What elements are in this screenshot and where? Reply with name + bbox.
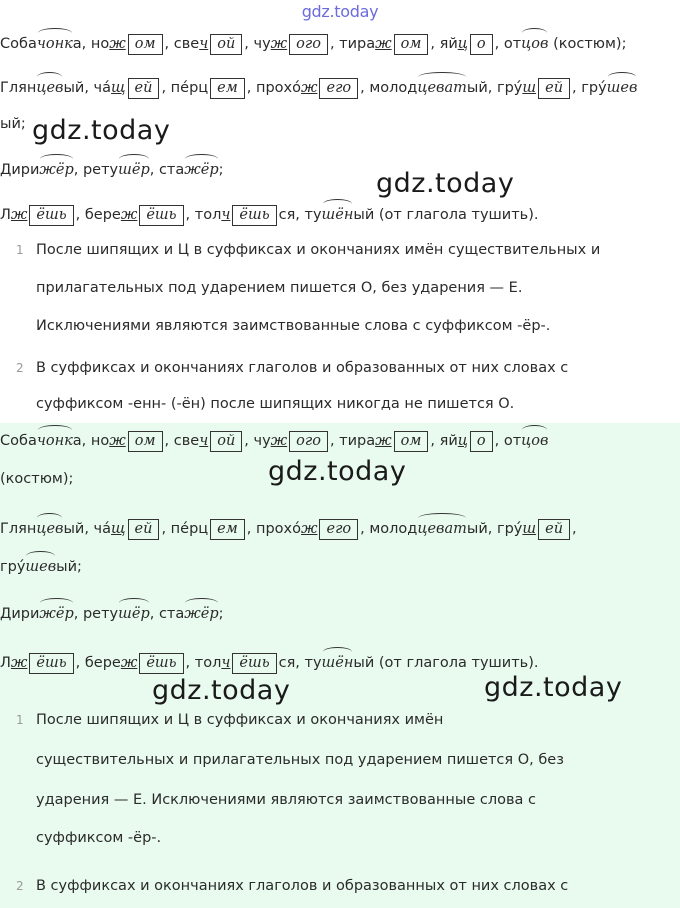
example-line: Собачонка, нож ом , свеч ой , чуж ого , тираж ом , яйц о , отцов — [0, 431, 680, 452]
rule-number: 2 — [16, 879, 24, 893]
ending-box: ой — [210, 34, 242, 55]
suffix-mark: шев — [606, 80, 638, 96]
suffix-mark: шён — [321, 655, 354, 671]
example-line: Лж ёшь , береж ёшь , толч ёшь ся, тушёный (от глагола тушить). — [0, 653, 680, 674]
example-line: Собачонка, нож ом , свеч ой , чуж ого , тираж ом , яйц о , отцов (костюм); — [0, 34, 680, 55]
example-line: Дирижёр, ретушёр, стажёр; — [0, 606, 224, 622]
ending-box: о — [470, 34, 493, 55]
suffix-mark: чонк — [36, 36, 73, 52]
ending-box: ого — [289, 431, 328, 452]
rule-number: 1 — [16, 243, 24, 257]
suffix-mark: шёр — [118, 606, 150, 622]
suffix-mark: жёр — [184, 162, 219, 178]
ending-box: ёшь — [29, 205, 73, 226]
ending-box: его — [319, 519, 358, 540]
ending-box: ей — [538, 78, 570, 99]
ending-box: ей — [538, 519, 570, 540]
suffix-mark: жёр — [184, 606, 219, 622]
example-line: (костюм); — [0, 471, 74, 487]
suffix-mark: чонк — [36, 433, 73, 449]
ending-box: ей — [128, 519, 160, 540]
ending-box: ой — [210, 431, 242, 452]
ending-box: ом — [394, 34, 429, 55]
suffix-mark: цов — [521, 433, 549, 449]
ending-box: ёшь — [139, 653, 183, 674]
watermark-text: gdz.today — [32, 115, 171, 146]
ending-box: ей — [128, 78, 160, 99]
watermark-text: gdz.today — [152, 675, 291, 706]
watermark-text: gdz.today — [484, 672, 623, 703]
rule-number: 2 — [16, 361, 24, 375]
suffix-mark: цев — [36, 521, 64, 537]
example-line: Дирижёр, ретушёр, стажёр; — [0, 162, 224, 178]
ending-box: ом — [128, 34, 163, 55]
ending-box: ом — [394, 431, 429, 452]
ending-box: ёшь — [139, 205, 183, 226]
example-line: Лж ёшь , береж ёшь , толч ёшь ся, тушёный (от глагола тушить). — [0, 205, 680, 226]
ending-box: ого — [289, 34, 328, 55]
ending-box: о — [470, 431, 493, 452]
watermark-text: gdz.today — [268, 456, 407, 487]
watermark-text: gdz.today — [376, 168, 515, 199]
suffix-mark: шёр — [118, 162, 150, 178]
suffix-mark: цеват — [417, 521, 467, 537]
example-line: Глянцевый, ча́щ ей , пе́рц ем , прохо́ж его , молодцеватый, гру́ш ей , — [0, 519, 680, 540]
rule-number: 1 — [16, 713, 24, 727]
ending-box: ёшь — [232, 205, 276, 226]
ending-box: ёшь — [29, 653, 73, 674]
suffix-mark: цев — [36, 80, 64, 96]
suffix-mark: цеват — [417, 80, 467, 96]
ending-box: ем — [210, 78, 245, 99]
example-line: ый; — [0, 116, 26, 132]
ending-box: ем — [210, 519, 245, 540]
ending-box: ёшь — [232, 653, 276, 674]
ending-box: его — [319, 78, 358, 99]
example-line: Глянцевый, ча́щ ей , пе́рц ем , прохо́ж его , молодцеватый, гру́ш ей , гру́шев — [0, 78, 680, 99]
suffix-mark: шев — [25, 559, 57, 575]
suffix-mark: жёр — [39, 606, 74, 622]
suffix-mark: жёр — [39, 162, 74, 178]
ending-box: ом — [128, 431, 163, 452]
example-line: гру́шевый; — [0, 559, 82, 575]
site-watermark: gdz.today — [301, 2, 379, 21]
suffix-mark: цов — [521, 36, 549, 52]
suffix-mark: шён — [321, 207, 354, 223]
